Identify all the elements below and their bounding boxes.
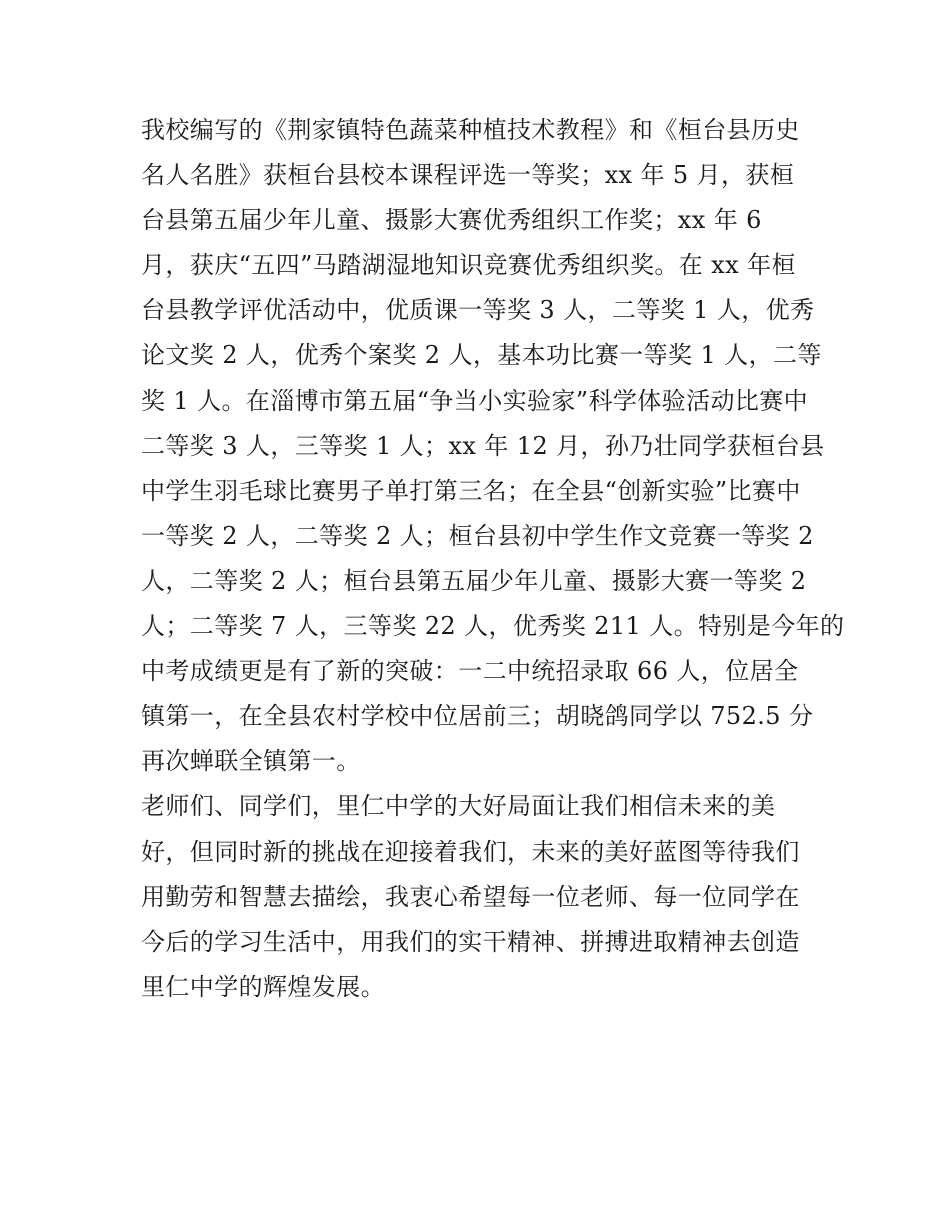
text-line: 人，二等奖 2 人；桓台县第五届少年儿童、摄影大赛一等奖 2	[141, 566, 807, 595]
text-line: 我校编写的《荆家镇特色蔬菜种植技术教程》和《桓台县历史	[141, 116, 800, 144]
text-line: 二等奖 3 人，三等奖 1 人；xx 年 12 月，孙乃壮同学获桓台县	[141, 431, 825, 460]
text-line: 再次蝉联全镇第一。	[141, 747, 361, 776]
text-line: 中考成绩更是有了新的突破：一二中统招录取 66 人，位居全	[141, 657, 799, 686]
text-line: 论文奖 2 人，优秀个案奖 2 人，基本功比赛一等奖 1 人，二等	[141, 341, 822, 370]
text-line: 月，获庆“五四”马踏湖湿地知识竞赛优秀组织奖。在 xx 年桓	[141, 251, 796, 280]
text-line: 好，但同时新的挑战在迎接着我们，未来的美好蓝图等待我们	[141, 837, 800, 866]
text-line: 奖 1 人。在淄博市第五届“争当小实验家”科学体验活动比赛中	[141, 386, 809, 415]
text-line: 一等奖 2 人，二等奖 2 人；桓台县初中学生作文竞赛一等奖 2	[141, 521, 814, 550]
document-body	[141, 108, 845, 1010]
text-line: 中学生羽毛球比赛男子单打第三名；在全县“创新实验”比赛中	[141, 476, 801, 505]
text-line: 台县第五届少年儿童、摄影大赛优秀组织工作奖；xx 年 6	[141, 206, 762, 235]
text-line: 名人名胜》获桓台县校本课程评选一等奖；xx 年 5 月，获桓	[141, 161, 795, 190]
text-line: 老师们、同学们，里仁中学的大好局面让我们相信未来的美	[141, 792, 776, 821]
text-line: 今后的学习生活中，用我们的实干精神、拼搏进取精神去创造	[141, 927, 800, 956]
text-line: 里仁中学的辉煌发展。	[141, 972, 385, 1001]
text-line: 人；二等奖 7 人，三等奖 22 人，优秀奖 211 人。特别是今年的	[141, 612, 845, 641]
text-line: 用勤劳和智慧去描绘，我衷心希望每一位老师、每一位同学在	[141, 882, 800, 911]
text-line: 台县教学评优活动中，优质课一等奖 3 人，二等奖 1 人，优秀	[141, 296, 815, 325]
text-line: 镇第一，在全县农村学校中位居前三；胡晓鸽同学以 752.5 分	[141, 702, 814, 731]
